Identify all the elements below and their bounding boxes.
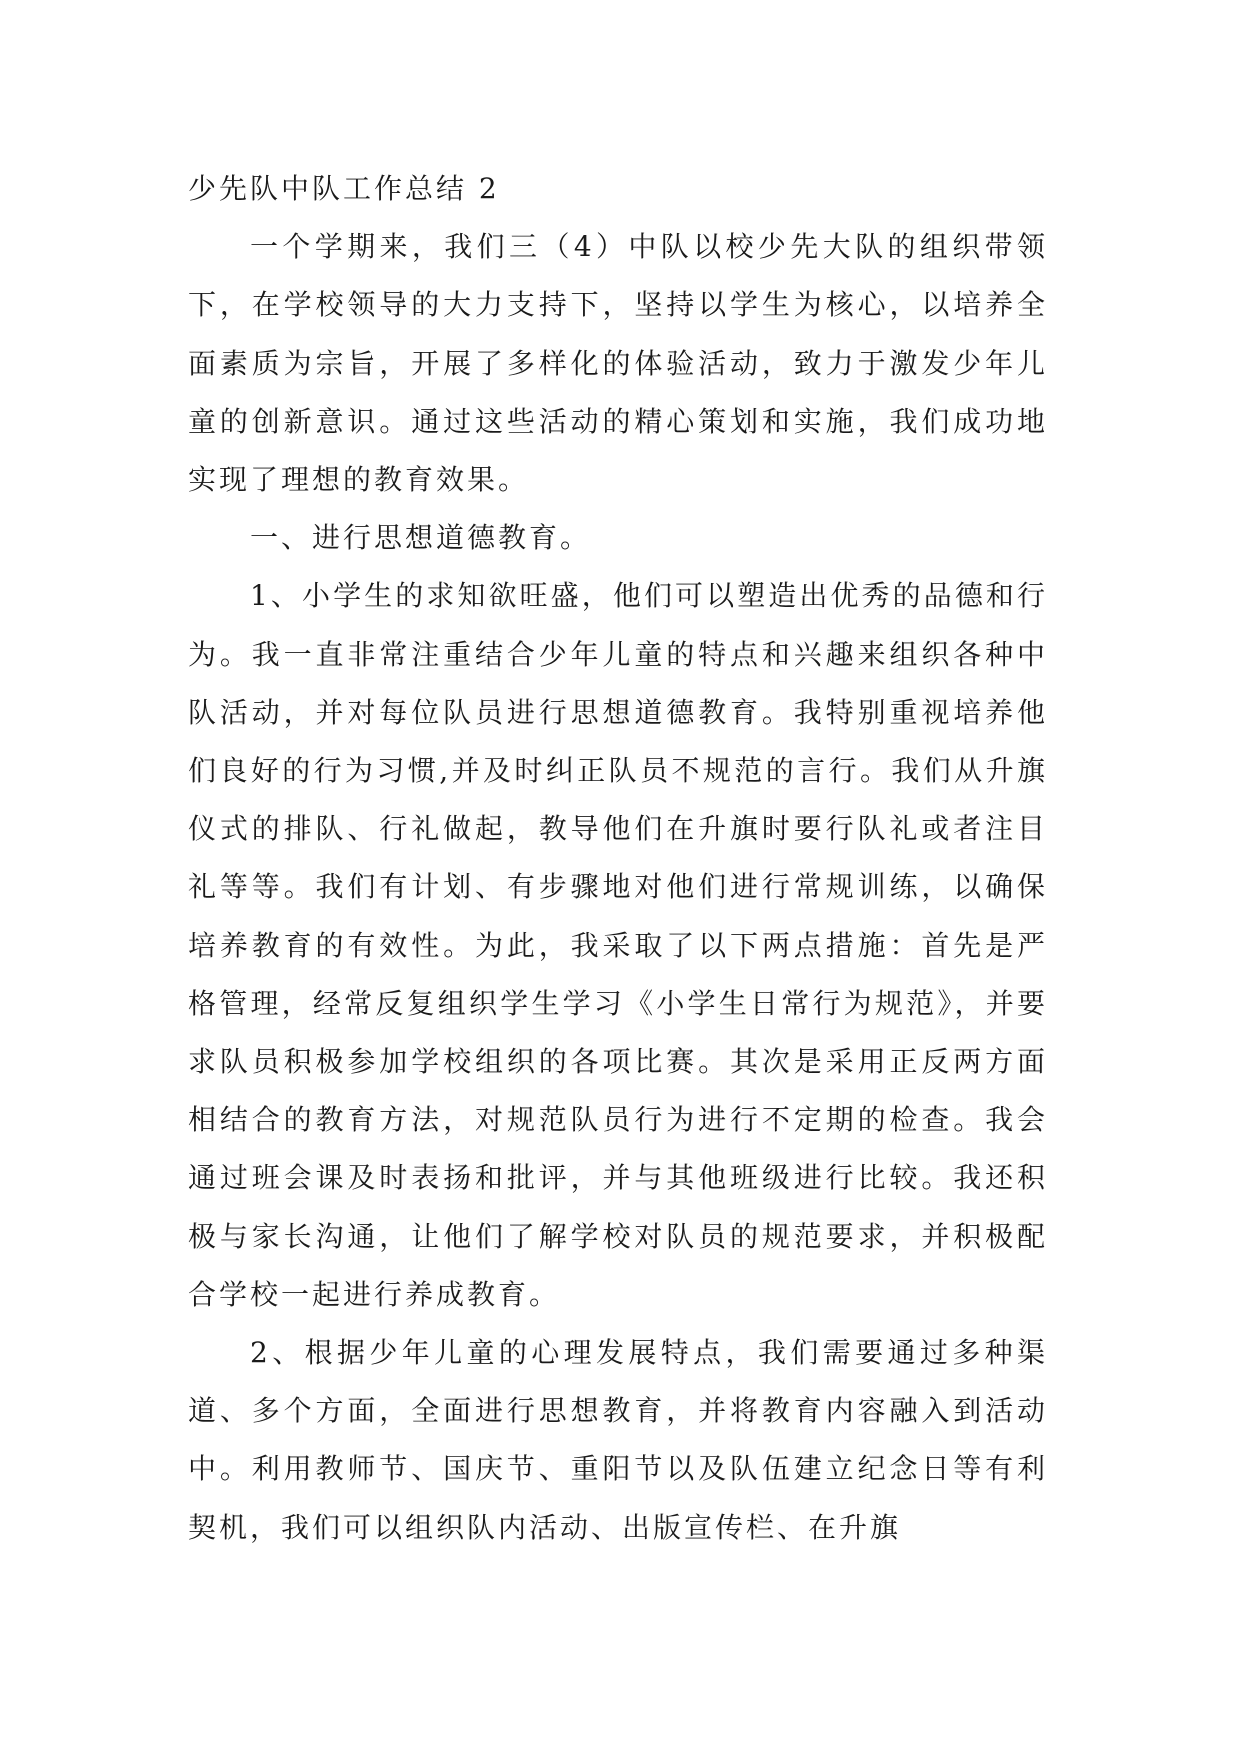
paragraph-point-2: 2、根据少年儿童的心理发展特点，我们需要通过多种渠道、多个方面，全面进行思想教育，并将教育内容融入到活动中。利用教师节、国庆节、重阳节以及队伍建立纪念日等有利契机，我们可以组织队内活动、出版宣传栏、在升旗 [188, 1336, 1048, 1544]
document-body [188, 160, 1048, 1557]
paragraph-point-1: 1、小学生的求知欲旺盛，他们可以塑造出优秀的品德和行为。我一直非常注重结合少年儿童的特点和兴趣来组织各种中队活动，并对每位队员进行思想道德教育。我特别重视培养他们良好的行为习惯,并及时纠正队员不规范的言行。我们从升旗仪式的排队、行礼做起，教导他们在升旗时要行队礼或者注目礼等等。我们有计划、有步骤地对他们进行常规训练，以确保培养教育的有效性。为此，我采取了以下两点措施：首先是严格管理，经常反复组织学生学习《小学生日常行为规范》，并要求队员积极参加学校组织的各项比赛。其次是采用正反两方面相结合的教育方法，对规范队员行为进行不定期的检查。我会通过班会课及时表扬和批评，并与其他班级进行比较。我还积极与家长沟通，让他们了解学校对队员的规范要求，并积极配合学校一起进行养成教育。 [188, 579, 1048, 1311]
paragraph-intro: 一个学期来，我们三（4）中队以校少先大队的组织带领下，在学校领导的大力支持下，坚持以学生为核心，以培养全面素质为宗旨，开展了多样化的体验活动，致力于激发少年儿童的创新意识。通过这些活动的精心策划和实施，我们成功地实现了理想的教育效果。 [188, 230, 1048, 497]
section-heading-moral-education: 一、进行思想道德教育。 [250, 521, 592, 555]
document-title: 少先队中队工作总结 2 [188, 172, 500, 205]
